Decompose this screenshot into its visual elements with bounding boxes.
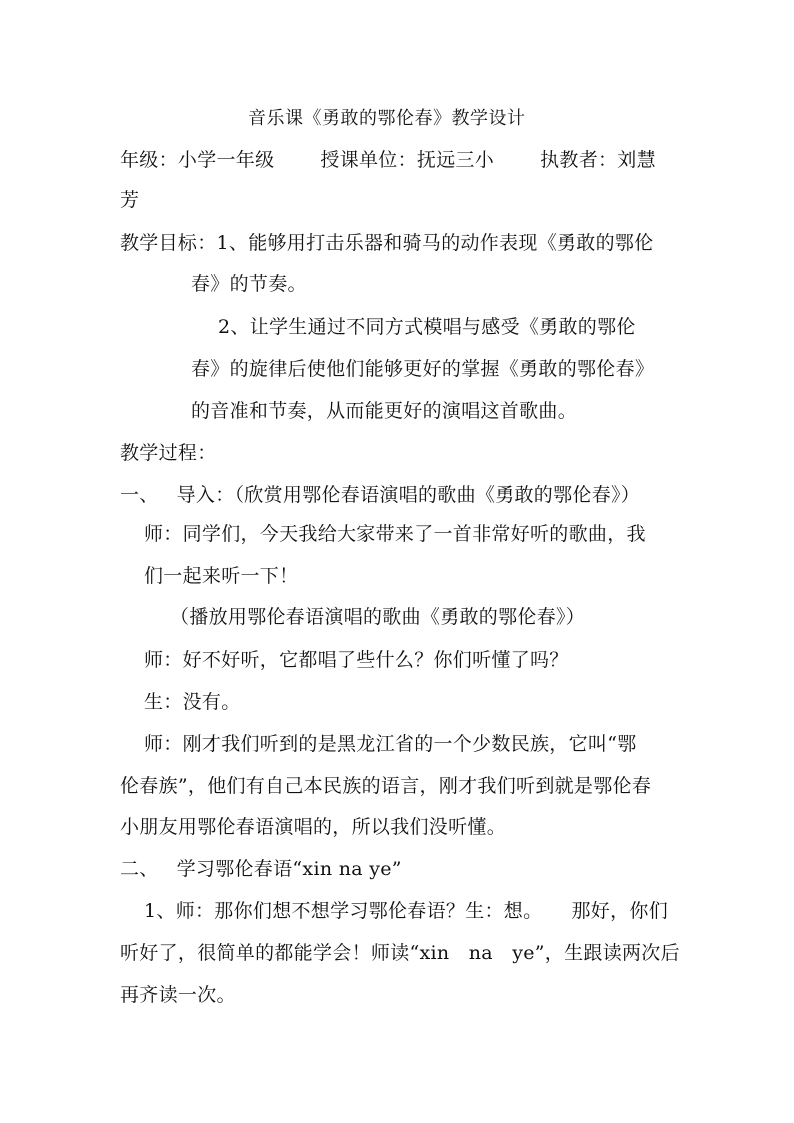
section-2-number: 二、 — [120, 858, 159, 880]
section-1-number: 一、 — [120, 484, 159, 506]
paragraph-5-line-3: 小朋友用鄂伦春语演唱的，所以我们没听懂。 — [120, 816, 507, 838]
section-1-text: 导入：（欣赏用鄂伦春语演唱的歌曲《勇敢的鄂伦春》） — [176, 484, 641, 506]
objective-line-4: 春》的旋律后使他们能够更好的掌握《勇敢的鄂伦春》 — [191, 358, 655, 380]
paragraph-6-line-2: 听好了，很简单的都能学会！师读“xin na ye”，生跟读两次后 — [120, 942, 680, 964]
grade-label: 年级：小学一年级 — [120, 149, 275, 171]
objective-line-5: 的音准和节奏，从而能更好的演唱这首歌曲。 — [191, 400, 578, 422]
paragraph-3: 师：好不好听，它都唱了些什么？你们听懂了吗？ — [144, 649, 569, 671]
document-title: 音乐课《勇敢的鄂伦春》教学设计 — [248, 108, 526, 129]
paragraph-5-line-2: 伦春族”，他们有自己本民族的语言，刚才我们听到就是鄂伦春 — [120, 775, 652, 797]
unit-label: 授课单位：抚远三小 — [320, 149, 495, 171]
process-heading: 教学过程： — [120, 442, 217, 464]
teacher-label: 执教者：刘慧 — [540, 149, 656, 171]
teacher-name-wrap: 芳 — [120, 189, 140, 211]
paragraph-4: 生：没有。 — [144, 691, 241, 713]
section-1-heading — [120, 483, 640, 507]
paragraph-6-line-1: 1、师：那你们想不想学习鄂伦春语？生：想。 那好，你们 — [144, 900, 668, 922]
objective-line-2: 春》的节奏。 — [191, 273, 307, 295]
header-line — [120, 148, 656, 172]
paragraph-6-line-3: 再齐读一次。 — [120, 984, 236, 1006]
paragraph-1-line-1: 师：同学们，今天我给大家带来了一首非常好听的歌曲，我 — [144, 523, 646, 545]
section-2-heading — [120, 857, 402, 881]
objective-line-1: 教学目标：1、能够用打击乐器和骑马的动作表现《勇敢的鄂伦 — [120, 232, 654, 254]
paragraph-2: （播放用鄂伦春语演唱的歌曲《勇敢的鄂伦春》） — [170, 606, 586, 628]
paragraph-1-line-2: 们一起来听一下！ — [144, 565, 299, 587]
section-2-text: 学习鄂伦春语“xin na ye” — [176, 858, 402, 880]
objective-line-3: 2、让学生通过不同方式模唱与感受《勇敢的鄂伦 — [218, 316, 636, 338]
paragraph-5-line-1: 师：刚才我们听到的是黑龙江省的一个少数民族，它叫“鄂 — [144, 733, 637, 755]
